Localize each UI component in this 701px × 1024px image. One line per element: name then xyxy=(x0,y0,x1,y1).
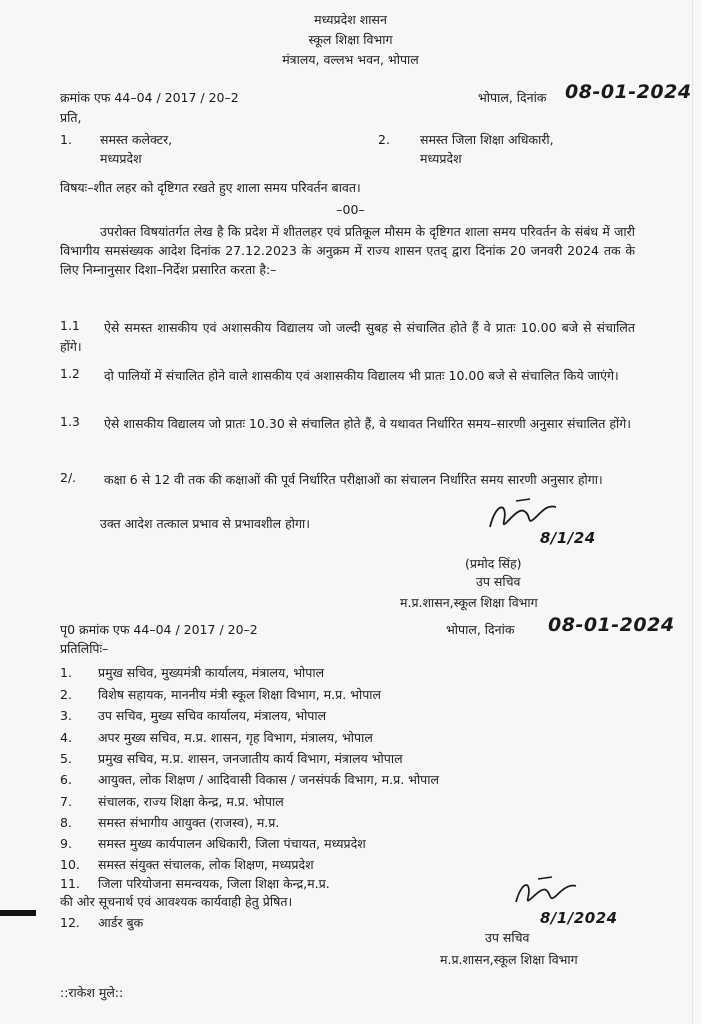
order-date-label: भोपाल, दिनांक xyxy=(478,90,547,105)
margin-mark xyxy=(0,910,36,916)
footer-note: ::राकेश मुले:: xyxy=(60,985,124,1000)
copy-11-text: जिला परियोजना समन्वयक, जिला शिक्षा केन्द्र,म.प्र. xyxy=(98,876,330,891)
recipient-1-state: मध्यप्रदेश xyxy=(100,151,142,166)
copy-1-number: 1. xyxy=(60,665,72,680)
signature-scribble-2 xyxy=(512,876,582,912)
copy-2-number: 2. xyxy=(60,687,72,702)
copy-11-number: 11. xyxy=(60,876,80,891)
separator: –00– xyxy=(336,202,365,217)
signatory-office-2: म.प्र.शासन,स्कूल शिक्षा विभाग xyxy=(440,952,578,967)
forwarding-line: की ओर सूचनार्थ एवं आवश्यक कार्यवाही हेतु प्रेषित। xyxy=(60,894,293,909)
signatory-designation-1: उप सचिव xyxy=(476,574,521,589)
copy-4-text: अपर मुख्य सचिव, म.प्र. शासन, गृह विभाग, मंत्रालय, भोपाल xyxy=(98,730,373,745)
copy-7-text: संचालक, राज्य शिक्षा केन्द्र, म.प्र. भोपाल xyxy=(98,794,284,809)
copy-1-text: प्रमुख सचिव, मुख्यमंत्री कार्यालय, मंत्रालय, भोपाल xyxy=(98,665,325,680)
copy-8-number: 8. xyxy=(60,815,72,830)
signatory-name: (प्रमोद सिंह) xyxy=(465,556,522,571)
effect-line: उक्त आदेश तत्काल प्रभाव से प्रभावशील होगा। xyxy=(100,516,310,531)
copy-5-number: 5. xyxy=(60,751,72,766)
copy-9-number: 9. xyxy=(60,836,72,851)
header-government: मध्यप्रदेश शासन xyxy=(314,12,387,27)
signatory-designation-2: उप सचिव xyxy=(485,930,530,945)
signatory-office-1: म.प्र.शासन,स्कूल शिक्षा विभाग xyxy=(400,595,538,610)
to-label: प्रति, xyxy=(60,110,82,125)
copy-6-number: 6. xyxy=(60,772,72,787)
recipient-1-title: समस्त कलेक्टर, xyxy=(100,132,173,147)
copy-6-text: आयुक्त, लोक शिक्षण / आदिवासी विकास / जनसंपर्क विभाग, म.प्र. भोपाल xyxy=(98,772,439,787)
page-edge-line xyxy=(692,0,693,1024)
copy-10-number: 10. xyxy=(60,857,80,872)
copy-3-number: 3. xyxy=(60,708,72,723)
order-number: क्रमांक एफ 44–04 / 2017 / 20–2 xyxy=(60,90,239,105)
copy-9-text: समस्त मुख्य कार्यपालन अधिकारी, जिला पंचायत, मध्यप्रदेश xyxy=(98,836,366,851)
copy-8-text: समस्त संभागीय आयुक्त (राजस्व), म.प्र. xyxy=(98,815,280,830)
endorsement-date-label: भोपाल, दिनांक xyxy=(446,622,515,637)
header-department: स्कूल शिक्षा विभाग xyxy=(308,32,393,47)
direction-3-text: ऐसे शासकीय विद्यालय जो प्रातः 10.30 से संचालित होते हैं, वे यथावत निर्धारित समय–सारणी अनुसार संचालित होंगे। xyxy=(104,416,632,431)
intro-paragraph: उपरोक्त विषयांतर्गत लेख है कि प्रदेश में शीतलहर एवं प्रतिकूल मौसम के दृष्टिगत शाला समय परिवर्तन के संबंध में जारी विभागीय समसंख्यक आदेश दिनांक 27.12.2023 के अनुक्रम में राज्य शासन एतद् द्वारा दिनांक 20 जनवरी 2024 तक के लिए निम्नानुसार दिशा–निर्देश प्रसारित करता है:– xyxy=(60,224,635,277)
endorsement-number: पृ0 क्रमांक एफ 44–04 / 2017 / 20–2 xyxy=(60,622,258,637)
copy-10-text: समस्त संयुक्त संचालक, लोक शिक्षण, मध्यप्रदेश xyxy=(98,857,314,872)
recipient-2-state: मध्यप्रदेश xyxy=(420,151,462,166)
header-address: मंत्रालय, वल्लभ भवन, भोपाल xyxy=(282,52,419,67)
recipient-1-number: 1. xyxy=(60,132,72,147)
direction-2-number: 1.2 xyxy=(60,366,80,381)
copy-12-text: आर्डर बुक xyxy=(98,915,144,930)
copy-4-number: 4. xyxy=(60,730,72,745)
copy-label: प्रतिलिपिः– xyxy=(60,641,109,656)
order-date-handwritten: 08-01-2024 xyxy=(565,81,692,103)
direction-4-text: कक्षा 6 से 12 वी तक की कक्षाओं की पूर्व निर्धारित परीक्षाओं का संचालन निर्धारित समय सारणी अनुसार होगा। xyxy=(104,472,603,487)
direction-1-text: ऐसे समस्त शासकीय एवं अशासकीय विद्यालय जो जल्दी सुबह से संचालित होते हैं वे प्रातः 10.00 बजे से संचालित होंगे। xyxy=(60,320,635,354)
copy-3-text: उप सचिव, मुख्य सचिव कार्यालय, मंत्रालय, भोपाल xyxy=(98,708,327,723)
copy-12-number: 12. xyxy=(60,915,80,930)
copy-7-number: 7. xyxy=(60,794,72,809)
endorsement-date-handwritten: 08-01-2024 xyxy=(548,614,675,636)
direction-4-number: 2/. xyxy=(60,470,77,485)
signature-2-date: 8/1/2024 xyxy=(540,909,618,927)
direction-2-text: दो पालियों में संचालित होने वाले शासकीय एवं अशासकीय विद्यालय भी प्रातः 10.00 बजे से संचालित किये जाएंगे। xyxy=(104,368,619,383)
copy-2-text: विशेष सहायक, माननीय मंत्री स्कूल शिक्षा विभाग, म.प्र. भोपाल xyxy=(98,687,382,702)
recipient-2-number: 2. xyxy=(378,132,390,147)
direction-3-number: 1.3 xyxy=(60,414,80,429)
direction-1-number: 1.1 xyxy=(60,318,80,333)
recipient-2-title: समस्त जिला शिक्षा अधिकारी, xyxy=(420,132,554,147)
signature-1-date: 8/1/24 xyxy=(540,529,596,547)
subject-line: विषयः–शीत लहर को दृष्टिगत रखते हुए शाला समय परिवर्तन बावत। xyxy=(60,180,361,195)
copy-5-text: प्रमुख सचिव, म.प्र. शासन, जनजातीय कार्य विभाग, मंत्रालय भोपाल xyxy=(98,751,403,766)
